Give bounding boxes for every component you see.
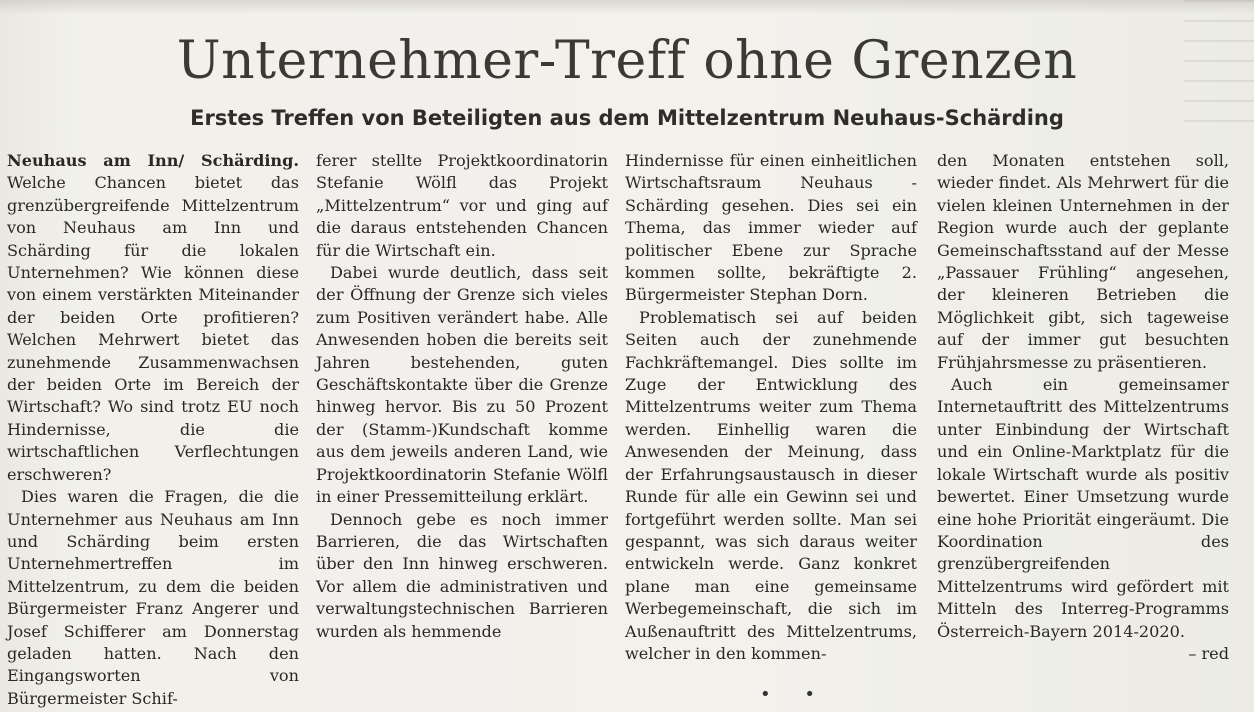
paragraph: Dennoch gebe es noch immer Barrieren, die das Wirtschaften über den Inn hinweg erschweren. Vor allem die administrativen und verwaltungstechnischen Barrieren wurden als hemmende: [316, 509, 608, 641]
article-column-4: [937, 150, 1229, 665]
dateline: Neuhaus am Inn/ Schärding.: [7, 151, 299, 170]
paragraph: Dies waren die Fragen, die die Unternehmer aus Neuhaus am Inn und Schärding beim ersten Unternehmertreffen im Mittelzentrum, zu dem die beiden Bürgermeister Franz Angerer und Josef Schifferer am Donnerstag geladen hatten. Nach den Eingangsworten von Bürgermeister Schif-: [7, 487, 299, 708]
subheadline: Erstes Treffen von Beteiligten aus dem Mittelzentrum Neuhaus-Schärding: [190, 106, 1064, 130]
headline: Unternehmer-Treff ohne Grenzen: [176, 31, 1078, 91]
article-column-2: [316, 150, 608, 643]
paragraph: den Monaten entstehen soll, wieder findet. Als Mehrwert für die vielen kleinen Unternehmen in der Region wurde auch der geplante Gemeinschaftsstand auf der Messe „Passauer Frühling“ angesehen, der kleineren Betrieben die Möglichkeit gibt, sich tageweise auf der immer gut besuchten Frühjahrsmesse zu präsentieren.: [937, 151, 1229, 372]
paragraph: Dabei wurde deutlich, dass seit der Öffnung der Grenze sich vieles zum Positiven verändert habe. Alle Anwesenden hoben die bereits seit Jahren bestehenden, guten Geschäftskontakte über die Grenze hinweg hervor. Bis zu 50 Prozent der (Stamm-)Kundschaft komme aus dem jeweils anderen Land, wie Projektkoordinatorin Stefanie Wölfl in einer Pressemitteilung erklärt.: [316, 263, 608, 507]
article-column-1: [7, 150, 299, 710]
paragraph-text: Auch ein gemeinsamer Internetauftritt des Mittelzentrums unter Einbindung der Wirtschaft und ein Online-Marktplatz für die lokale Wirtschaft wurde als positiv bewertet. Einer Umsetzung wurde eine hohe Priorität eingeräumt. Die Koordination des grenzübergreifenden Mittelzentrums wird gefördert mit Mitteln des Interreg-Programms Österreich-Bayern 2014-2020.: [937, 375, 1229, 641]
paragraph: [7, 150, 299, 486]
paragraph: Hindernisse für einen einheitlichen Wirtschaftsraum Neuhaus - Schärding gesehen. Dies sei ein Thema, das immer wieder auf politischer Ebene zur Sprache kommen sollte, bekräftigte 2. Bürgermeister Stephan Dorn.: [625, 151, 917, 305]
separator-dots: • •: [760, 684, 829, 705]
paragraph-text: Welche Chancen bietet das grenzübergreifende Mittelzentrum von Neuhaus am Inn und Schärding für die lokalen Unternehmen? Wie können diese von einem verstärkten Miteinander der beiden Orte profitieren? Welchen Mehrwert bietet das zunehmende Zusammenwachsen der beiden Orte im Bereich der Wirtschaft? Wo sind trotz EU noch Hindernisse, die die wirtschaftlichen Verflechtungen erschweren?: [7, 173, 299, 484]
paragraph: [937, 374, 1229, 663]
previous-article-bleed: [0, 0, 1254, 14]
paragraph: Problematisch sei auf beiden Seiten auch der zunehmende Fachkräftemangel. Dies sollte im Zuge der Entwicklung des Mittelzentrums weiter zum Thema werden. Einhellig waren die Anwesenden der Meinung, dass der Erfahrungsaustausch in dieser Runde für alle ein Gewinn sei und fortgeführt werden sollte. Man sei gespannt, was sich daraus weiter entwickeln werde. Ganz konkret plane man eine gemeinsame Werbegemeinschaft, die sich im Außenauftritt des Mittelzentrums, welcher in den kommen-: [625, 307, 917, 663]
article-column-3: [625, 150, 917, 665]
author-signoff: – red: [1188, 643, 1229, 663]
paragraph: ferer stellte Projektkoordinatorin Stefanie Wölfl das Projekt „Mittelzentrum“ vor und ging auf die daraus entstehenden Chancen für die Wirtschaft ein.: [316, 151, 608, 260]
